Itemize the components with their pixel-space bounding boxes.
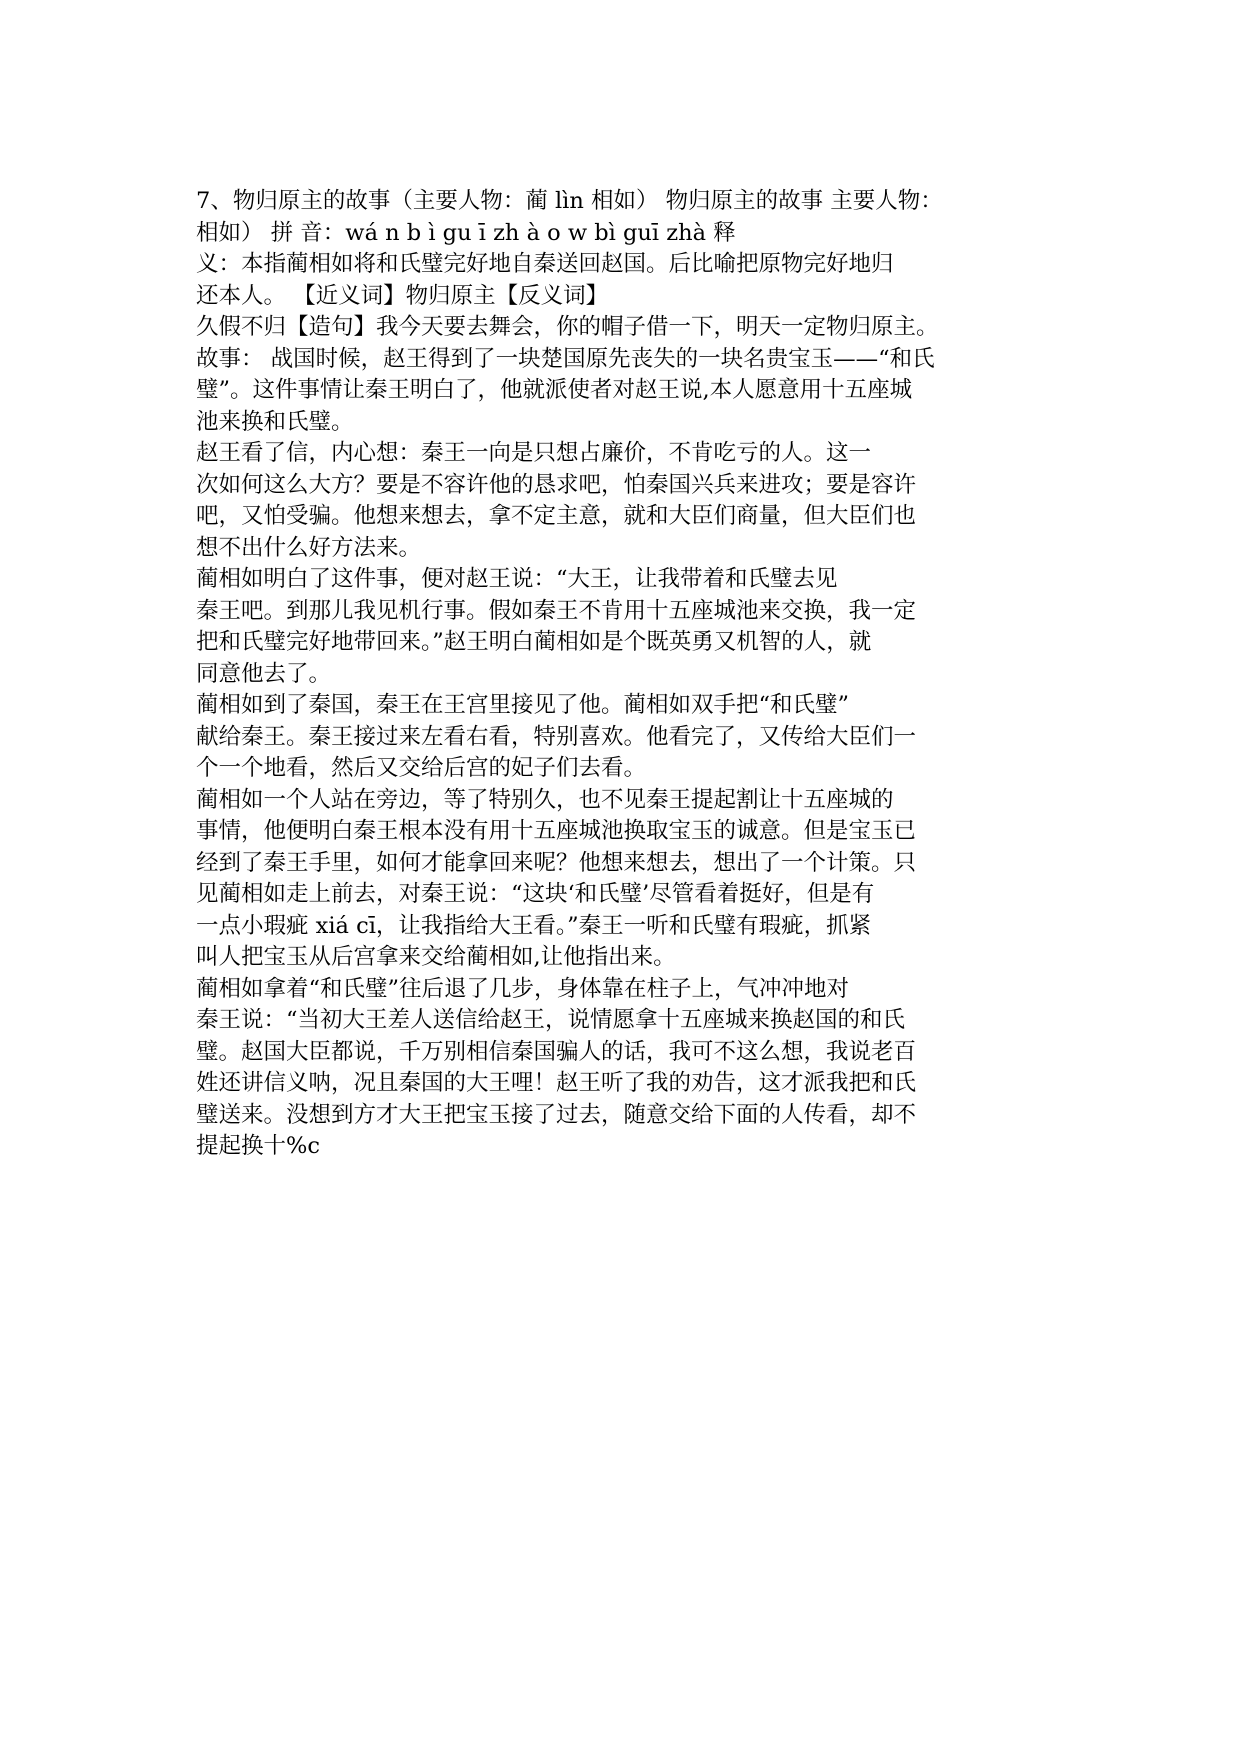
text-line: 相如） 拼 音：wá n b ì gu ī zh à o w bì guī zhà 释 xyxy=(196,219,736,246)
story-text xyxy=(196,186,1006,1163)
text-line: 事情，他便明白秦王根本没有用十五座城池换取宝玉的诚意。但是宝玉已 xyxy=(196,818,917,844)
text-line: 见蔺相如走上前去，对秦王说：“这块‘和氏璧’尽管看着挺好，但是有 xyxy=(196,881,875,907)
text-line: 7、物归原主的故事（主要人物：蔺 lìn 相如） 物归原主的故事 主要人物： xyxy=(196,188,943,214)
text-line: 吧，又怕受骗。他想来想去，拿不定主意，就和大臣们商量，但大臣们也 xyxy=(196,503,917,529)
text-line: 池来换和氏璧。 xyxy=(196,408,354,435)
text-line: 赵王看了信，内心想：秦王一向是只想占廉价，不肯吃亏的人。这一 xyxy=(196,440,872,466)
text-line: 秦王说：“当初大王差人送信给赵王，说情愿拿十五座城来换赵国的和氏 xyxy=(196,1007,906,1033)
text-line: 想不出什么好方法来。 xyxy=(196,534,422,561)
text-line: 蔺相如到了秦国，秦王在王宫里接见了他。蔺相如双手把“和氏璧” xyxy=(196,692,850,718)
text-line: 璧”。这件事情让秦王明白了，他就派使者对赵王说,本人愿意用十五座城 xyxy=(196,377,913,403)
text-line: 蔺相如拿着“和氏璧”往后退了几步，身体靠在柱子上，气冲冲地对 xyxy=(196,975,850,1002)
text-line: 经到了秦王手里，如何才能拿回来呢？他想来想去，想出了一个计策。只 xyxy=(196,849,917,876)
text-line: 还本人。 【近义词】物归原主【反义词】 xyxy=(196,282,609,309)
text-line: 同意他去了。 xyxy=(196,660,332,687)
text-line: 蔺相如明白了这件事，便对赵王说：“大王，让我带着和氏璧去见 xyxy=(196,566,838,592)
text-line: 次如何这么大方？要是不容许他的恳求吧，怕秦国兴兵来进攻；要是容许 xyxy=(196,471,917,498)
text-line: 献给秦王。秦王接过来左看右看，特别喜欢。他看完了，又传给大臣们一 xyxy=(196,723,917,750)
text-line: 蔺相如一个人站在旁边，等了特别久，也不见秦王提起割让十五座城的 xyxy=(196,786,894,813)
text-line: 提起换十%c xyxy=(196,1133,320,1159)
text-line: 璧送来。没想到方才大王把宝玉接了过去，随意交给下面的人传看，却不 xyxy=(196,1101,917,1128)
text-line: 璧。赵国大臣都说，千万别相信秦国骗人的话，我可不这么想，我说老百 xyxy=(196,1038,917,1065)
text-line: 姓还讲信义呐，况且秦国的大王哩！赵王听了我的劝告，这才派我把和氏 xyxy=(196,1070,917,1096)
text-line: 个一个地看，然后又交给后宫的妃子们去看。 xyxy=(196,755,647,781)
text-line: 久假不归【造句】我今天要去舞会，你的帽子借一下，明天一定物归原主。 xyxy=(196,314,939,340)
text-line: 秦王吧。到那儿我见机行事。假如秦王不肯用十五座城池来交换，我一定 xyxy=(196,597,917,624)
text-line: 一点小瑕疵 xiá cī，让我指给大王看。”秦王一听和氏璧有瑕疵，抓紧 xyxy=(196,912,872,939)
text-line: 义：本指蔺相如将和氏璧完好地自秦送回赵国。后比喻把原物完好地归 xyxy=(196,251,894,277)
text-line: 故事： 战国时候，赵王得到了一块楚国原先丧失的一块名贵宝玉——“和氏 xyxy=(196,345,935,372)
text-line: 叫人把宝玉从后宫拿来交给蔺相如,让他指出来。 xyxy=(196,944,676,970)
text-line: 把和氏璧完好地带回来。”赵王明白蔺相如是个既英勇又机智的人，就 xyxy=(196,629,872,655)
